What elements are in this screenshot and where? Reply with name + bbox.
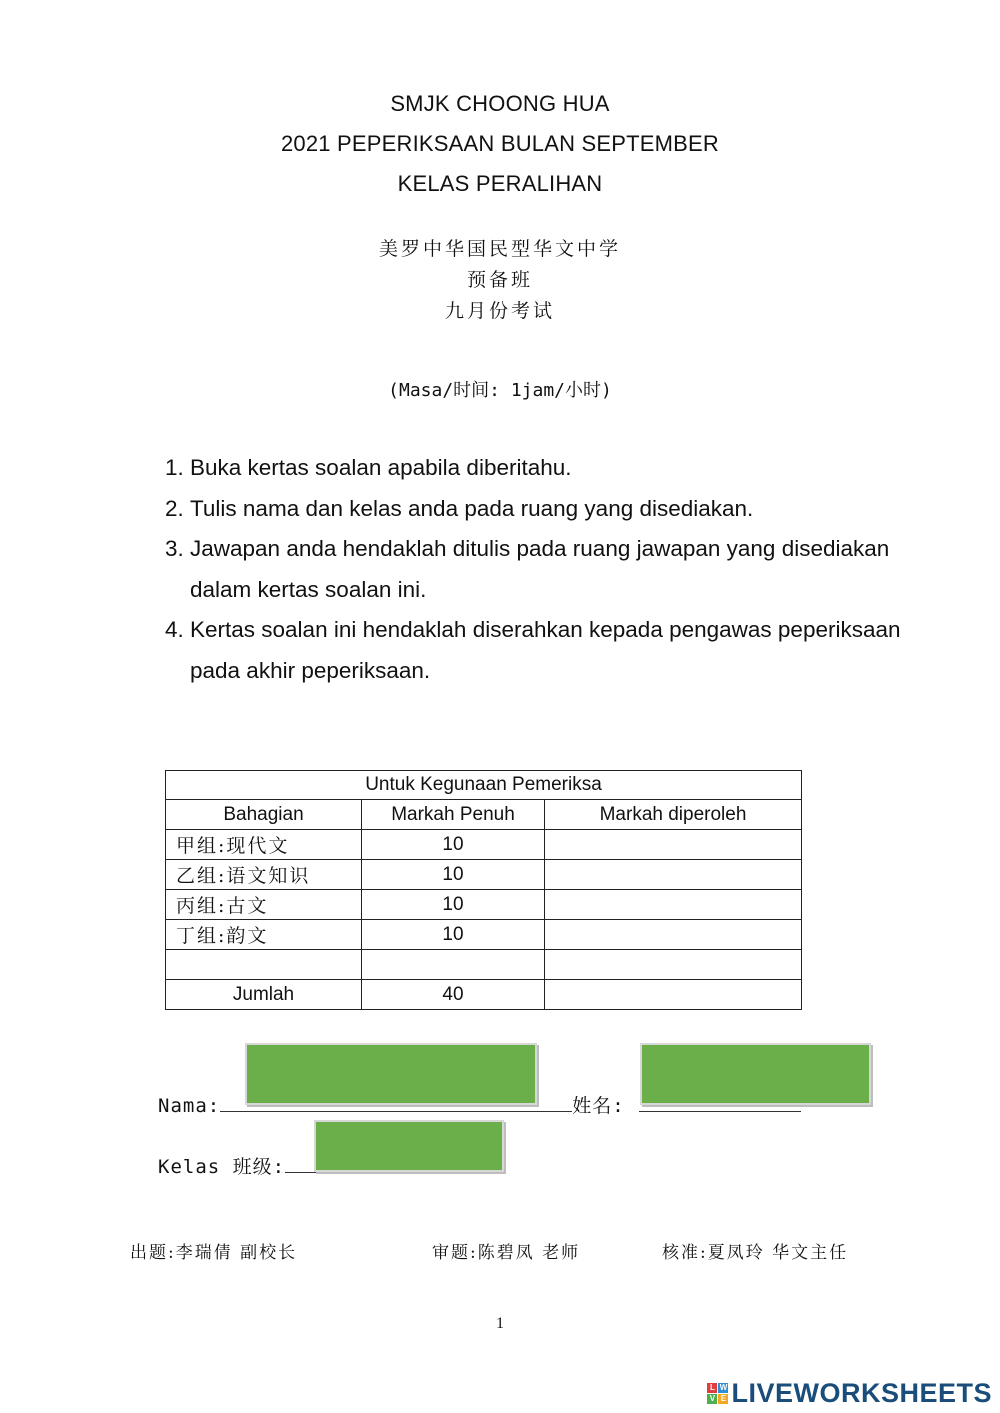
total-marks-obtained-cell[interactable] — [545, 980, 802, 1010]
exam-duration: (Masa/时间: 1jam/小时) — [388, 380, 612, 401]
table-row — [166, 920, 802, 950]
full-marks-cell: 10 — [362, 890, 545, 920]
reviewer-credit: 审题:陈碧凤 老师 — [432, 1243, 581, 1263]
logo-tile: L — [707, 1383, 717, 1393]
class-title: KELAS PERALIHAN — [397, 171, 603, 196]
full-marks-cell: 10 — [362, 920, 545, 950]
instruction-item: 4. Kertas soalan ini hendaklah diserahkan kepada pengawas peperiksaan pada akhir peperiksaan. — [190, 610, 950, 691]
section-cell: 丙组:古文 — [166, 890, 362, 920]
marks-obtained-cell[interactable] — [545, 860, 802, 890]
marks-obtained-cell[interactable] — [545, 920, 802, 950]
examiner-marks-table — [165, 770, 802, 1010]
table-title: Untuk Kegunaan Pemeriksa — [166, 771, 802, 800]
table-row — [166, 890, 802, 920]
cn-class-name: 预备班 — [466, 269, 533, 291]
total-row — [166, 980, 802, 1010]
xingming-input[interactable] — [640, 1043, 871, 1105]
instruction-item: 2. Tulis nama dan kelas anda pada ruang yang disediakan. — [190, 489, 950, 530]
instruction-item: 3. Jawapan anda hendaklah ditulis pada ruang jawapan yang disediakan dalam kertas soalan ini. — [190, 529, 950, 610]
section-cell: 乙组:语文知识 — [166, 860, 362, 890]
table-row — [166, 860, 802, 890]
instructions-list — [150, 448, 950, 691]
cn-exam-title: 九月份考试 — [444, 300, 555, 322]
nama-label: Nama: — [158, 1095, 221, 1117]
liveworksheets-logo — [707, 1378, 992, 1409]
kelas-label: Kelas 班级: — [158, 1156, 286, 1178]
section-cell — [166, 950, 362, 980]
total-full-marks-cell: 40 — [362, 980, 545, 1010]
instruction-item: 1. Buka kertas soalan apabila diberitahu. — [190, 448, 950, 489]
school-name: SMJK CHOONG HUA — [390, 91, 610, 116]
kelas-input[interactable] — [314, 1120, 504, 1172]
cn-school-name: 美罗中华国民型华文中学 — [378, 238, 621, 260]
marks-obtained-cell[interactable] — [545, 950, 802, 980]
logo-tile: W — [719, 1383, 728, 1392]
full-marks-cell: 10 — [362, 860, 545, 890]
approver-credit: 核准:夏凤玲 华文主任 — [662, 1243, 849, 1263]
full-marks-cell — [362, 950, 545, 980]
total-label-cell: Jumlah — [166, 980, 362, 1010]
table-row — [166, 830, 802, 860]
page-number: 1 — [496, 1315, 504, 1332]
liveworksheets-logo-icon — [707, 1383, 728, 1404]
liveworksheets-logo-text: LIVEWORKSHEETS — [731, 1378, 992, 1408]
column-header-section: Bahagian — [166, 800, 362, 830]
exam-title: 2021 PEPERIKSAAN BULAN SEPTEMBER — [280, 131, 719, 156]
section-cell: 甲组:现代文 — [166, 830, 362, 860]
logo-tile: V — [707, 1394, 717, 1404]
marks-obtained-cell[interactable] — [545, 830, 802, 860]
nama-input[interactable] — [245, 1043, 537, 1105]
column-header-marks-obtained: Markah diperoleh — [545, 800, 802, 830]
setter-credit: 出题:李瑞倩 副校长 — [130, 1243, 298, 1263]
marks-obtained-cell[interactable] — [545, 890, 802, 920]
column-header-full-marks: Markah Penuh — [362, 800, 545, 830]
full-marks-cell: 10 — [362, 830, 545, 860]
table-row — [166, 950, 802, 980]
xingming-label: 姓名: — [572, 1095, 625, 1117]
section-cell: 丁组:韵文 — [166, 920, 362, 950]
logo-tile: E — [718, 1394, 728, 1404]
